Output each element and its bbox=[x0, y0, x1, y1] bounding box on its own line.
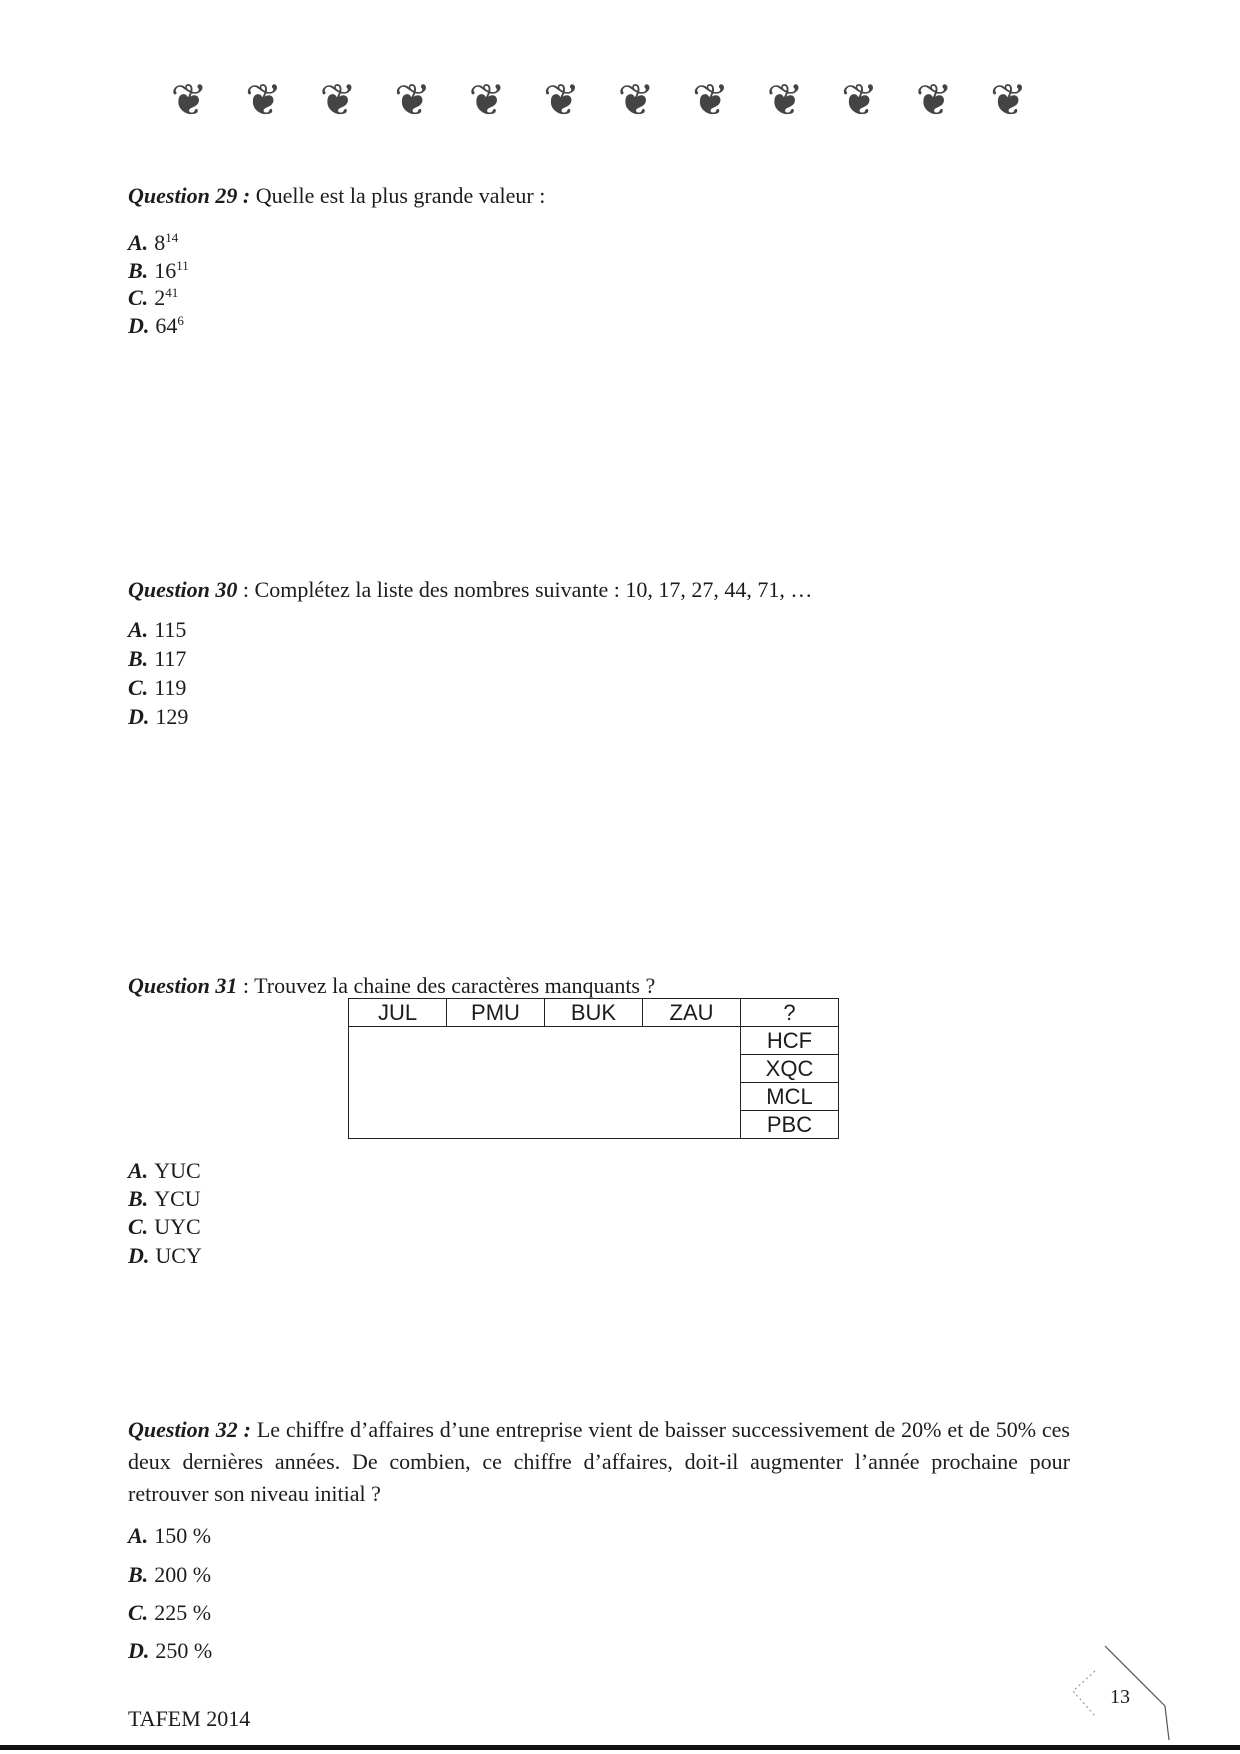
option-b: B. 117 bbox=[128, 646, 187, 671]
option-a: A. $8^{14}$ bbox=[128, 230, 179, 255]
question-text: Quelle est la plus grande valeur : bbox=[255, 183, 546, 208]
question-32 bbox=[128, 1414, 1070, 1510]
ornament-swirl-icon: ❦ bbox=[394, 76, 425, 125]
ornament-swirl-icon: ❦ bbox=[990, 76, 1021, 125]
table-cell: XQC bbox=[741, 1055, 839, 1083]
table-cell: PBC bbox=[741, 1111, 839, 1139]
option-c: C. 225 % bbox=[128, 1600, 212, 1625]
question-31 bbox=[128, 972, 655, 1000]
letter-sequence-table bbox=[348, 998, 839, 1139]
question-29 bbox=[128, 182, 545, 210]
question-text: Le chiffre d’affaires d’une entreprise vient de baisser successivement de 20% et de 50% ces deux dernières années. De combien, ce chiffre d’affaires, doit-il augmenter l’année prochaine pour retrouver son niveau initial ? bbox=[128, 1417, 1070, 1506]
question-label: Question 32 : bbox=[128, 1417, 251, 1442]
question-label: Question 30 bbox=[128, 577, 238, 602]
option-a: A. 150 % bbox=[128, 1523, 212, 1548]
option-d: D. 250 % bbox=[128, 1638, 213, 1663]
option-b: B. YCU bbox=[128, 1186, 201, 1211]
ornament-swirl-icon: ❦ bbox=[543, 76, 574, 125]
table-cell: MCL bbox=[741, 1083, 839, 1111]
bottom-edge-line bbox=[0, 1745, 1240, 1750]
option-c: C. UYC bbox=[128, 1214, 201, 1239]
ornament-swirl-icon: ❦ bbox=[170, 76, 202, 125]
option-b: B. 200 % bbox=[128, 1562, 212, 1587]
ornament-swirl-icon: ❦ bbox=[766, 76, 798, 125]
option-c: C. 119 bbox=[128, 675, 187, 700]
table-header-cell: BUK bbox=[545, 999, 643, 1027]
question-text: : Trouvez la chaine des caractères manquants ? bbox=[242, 973, 656, 998]
ornament-swirl-icon: ❦ bbox=[915, 76, 947, 125]
empty-area bbox=[349, 1027, 741, 1139]
option-d: D. $64^6$ bbox=[128, 313, 184, 338]
decorative-ornament-border bbox=[150, 78, 1050, 128]
ornament-swirl-icon: ❦ bbox=[692, 76, 723, 125]
option-a: A. YUC bbox=[128, 1158, 201, 1183]
page-number: 13 bbox=[1110, 1686, 1130, 1708]
option-c: C. $2^{41}$ bbox=[128, 285, 179, 310]
option-d: D. 129 bbox=[128, 704, 189, 729]
question-30 bbox=[128, 576, 812, 604]
table-header-cell: ? bbox=[741, 999, 839, 1027]
question-label: Question 29 : bbox=[128, 183, 251, 208]
option-b: B. $16^{11}$ bbox=[128, 258, 189, 283]
ornament-swirl-icon: ❦ bbox=[841, 76, 872, 125]
table-header-cell: PMU bbox=[447, 999, 545, 1027]
table-cell: HCF bbox=[741, 1027, 839, 1055]
table-header-cell: ZAU bbox=[643, 999, 741, 1027]
option-d: D. UCY bbox=[128, 1243, 202, 1268]
question-label: Question 31 bbox=[128, 973, 238, 998]
ornament-swirl-icon: ❦ bbox=[319, 76, 351, 125]
question-text: : Complétez la liste des nombres suivante : 10, 17, 27, 44, 71, … bbox=[242, 577, 813, 602]
ornament-swirl-icon: ❦ bbox=[617, 76, 649, 125]
option-a: A. 115 bbox=[128, 617, 187, 642]
ornament-swirl-icon: ❦ bbox=[468, 76, 500, 125]
ornament-swirl-icon: ❦ bbox=[245, 76, 276, 125]
footer-text: TAFEM 2014 bbox=[128, 1706, 251, 1731]
table-header-cell: JUL bbox=[349, 999, 447, 1027]
